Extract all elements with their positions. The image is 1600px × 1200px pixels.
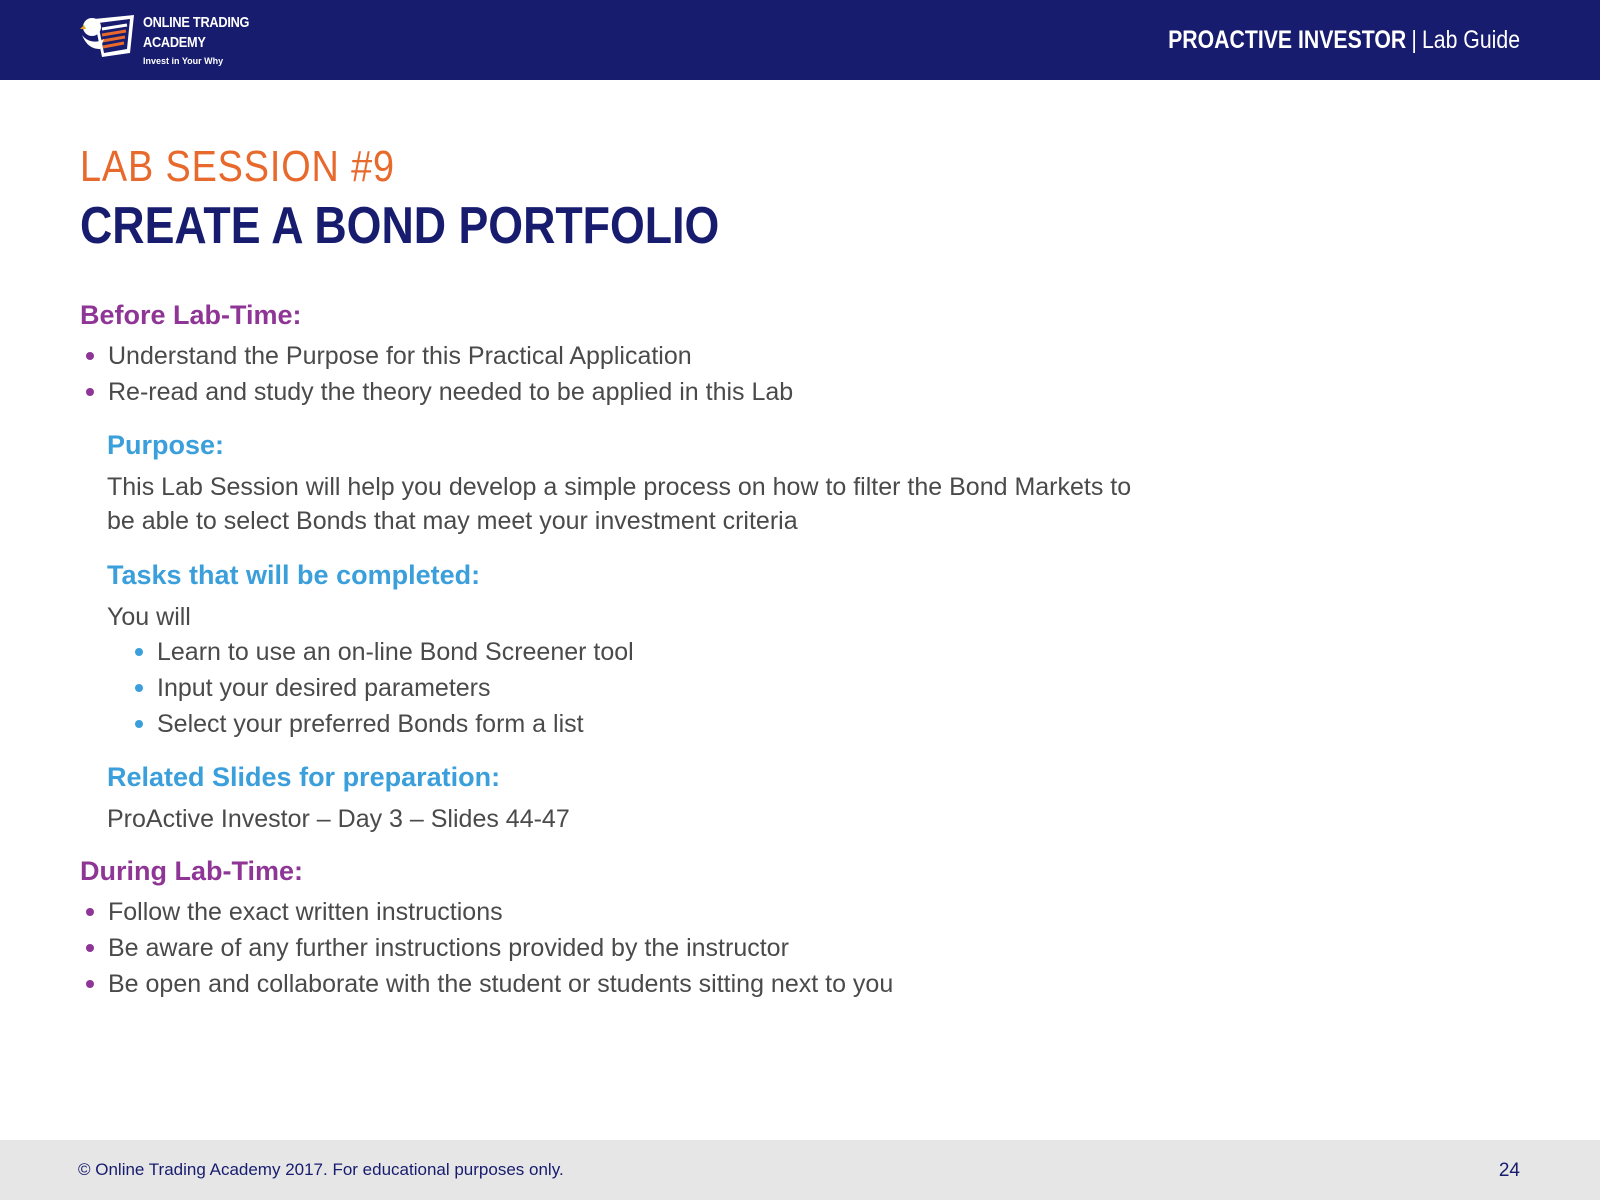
copyright-text: © Online Trading Academy 2017. For educational purposes only. xyxy=(78,1160,564,1179)
during-list xyxy=(80,894,893,1002)
brand-name: PROACTIVE INVESTOR xyxy=(1168,26,1407,54)
list-item: Re-read and study the theory needed to be applied in this Lab xyxy=(80,374,793,410)
guide-label: Lab Guide xyxy=(1421,26,1520,54)
bullet-icon xyxy=(135,684,143,692)
related-text: ProActive Investor – Day 3 – Slides 44-47 xyxy=(107,805,570,833)
list-item: Input your desired parameters xyxy=(129,670,634,706)
bullet-icon xyxy=(86,352,94,360)
eagle-flag-icon xyxy=(80,13,136,59)
list-item: Learn to use an on-line Bond Screener tool xyxy=(129,634,634,670)
session-kicker: LAB SESSION #9 xyxy=(80,142,395,191)
header-bar xyxy=(0,0,1600,80)
page-title: CREATE A BOND PORTFOLIO xyxy=(80,197,720,255)
tasks-intro: You will xyxy=(107,603,191,631)
tasks-list xyxy=(129,634,634,742)
purpose-text xyxy=(107,470,1131,538)
list-item: Be aware of any further instructions provided by the instructor xyxy=(80,930,893,966)
list-item: Select your preferred Bonds form a list xyxy=(129,706,634,742)
footer-bar xyxy=(0,1140,1600,1200)
logo-tagline: Invest in Your Why xyxy=(143,56,224,66)
list-item: Be open and collaborate with the student or students sitting next to you xyxy=(80,966,893,1002)
during-heading: During Lab-Time: xyxy=(80,856,304,886)
purpose-line-1: This Lab Session will help you develop a simple process on how to filter the Bond Markets to xyxy=(107,473,1132,501)
bullet-icon xyxy=(86,388,94,396)
header-separator: | xyxy=(1411,26,1417,54)
bullet-icon xyxy=(86,908,94,916)
before-list xyxy=(80,338,793,410)
list-item: Understand the Purpose for this Practical Application xyxy=(80,338,793,374)
list-item: Follow the exact written instructions xyxy=(80,894,893,930)
bullet-icon xyxy=(86,980,94,988)
logo xyxy=(80,10,280,70)
purpose-line-2: be able to select Bonds that may meet your investment criteria xyxy=(107,507,798,535)
tasks-heading: Tasks that will be completed: xyxy=(107,560,481,590)
page-number: 24 xyxy=(1498,1160,1520,1181)
bullet-icon xyxy=(135,648,143,656)
logo-text-line2: ACADEMY xyxy=(143,34,206,51)
bullet-icon xyxy=(135,720,143,728)
before-heading: Before Lab-Time: xyxy=(80,300,302,330)
header-title xyxy=(1168,26,1520,55)
related-heading: Related Slides for preparation: xyxy=(107,762,501,792)
logo-text-line1: ONLINE TRADING xyxy=(143,14,250,31)
purpose-heading: Purpose: xyxy=(107,430,225,460)
bullet-icon xyxy=(86,944,94,952)
